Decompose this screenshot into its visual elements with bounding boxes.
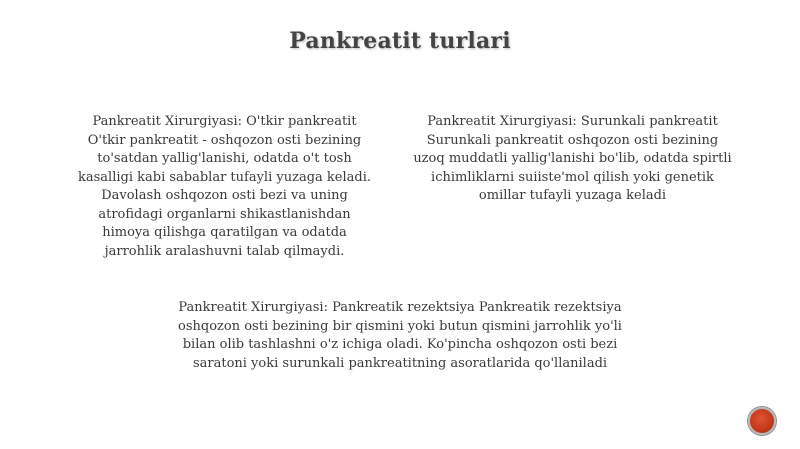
next-slide-button[interactable]: [748, 407, 776, 435]
slide-title: Pankreatit turlari: [289, 28, 511, 54]
text-line: omillar tufayli yuzaga keladi: [478, 188, 667, 203]
text-line: atrofidagi organlarni shikastlanishdan: [98, 206, 351, 222]
acute-pancreatitis-text: [52, 113, 397, 261]
text-line: kasalligi kabi sabablar tufayli yuzaga keladi.: [77, 169, 371, 185]
text-line: bilan olib tashlashni o'z ichiga oladi. Ko'pincha oshqozon osti bezi: [182, 337, 618, 352]
text-line: Surunkali pankreatit oshqozon osti bezining: [426, 132, 719, 148]
text-line: Davolash oshqozon osti bezi va uning: [101, 188, 348, 203]
pancreatic-resection-text: [140, 299, 660, 373]
text-line: Pankreatit Xirurgiyasi: O'tkir pankreatit: [92, 114, 357, 129]
text-line: to'satdan yallig'lanishi, odatda o't tosh: [97, 151, 352, 166]
text-line: saratoni yoki surunkali pankreatitning asoratlarida qo'llaniladi: [192, 355, 608, 371]
text-line: himoya qilishga qaratilgan va odatda: [102, 225, 347, 240]
chronic-pancreatitis-text: [400, 113, 745, 206]
text-line: uzoq muddatli yallig'lanishi bo'lib, odatda spirtli: [413, 151, 732, 166]
text-line: oshqozon osti bezining bir qismini yoki butun qismini jarrohlik yo'li: [178, 318, 622, 334]
text-line: ichimliklarni suiiste'mol qilish yoki genetik: [431, 169, 714, 185]
text-line: O'tkir pankreatit - oshqozon osti bezining: [87, 132, 362, 148]
text-line: jarrohlik aralashuvni talab qilmaydi.: [104, 243, 345, 259]
text-line: Pankreatit Xirurgiyasi: Pankreatik rezektsiya Pankreatik rezektsiya: [178, 300, 622, 315]
text-line: Pankreatit Xirurgiyasi: Surunkali pankreatit: [427, 114, 718, 129]
